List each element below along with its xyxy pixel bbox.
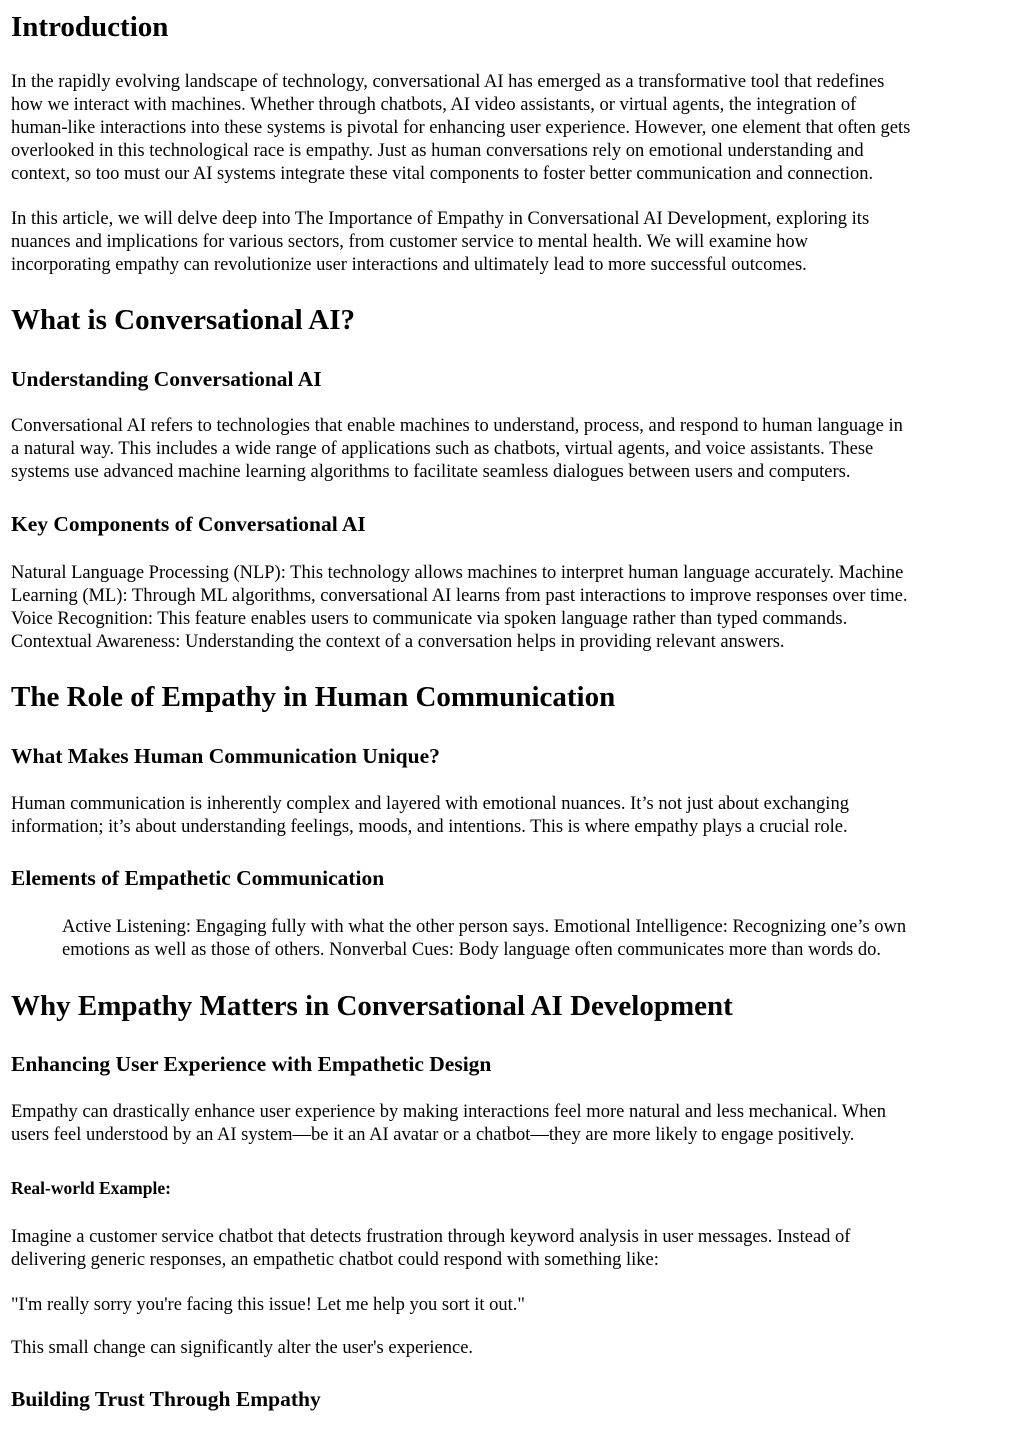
- elements-blockquote: [62, 916, 906, 962]
- text-line: In this article, we will delve deep into The Importance of Empathy in Conversational AI Development, exploring its: [11, 209, 870, 229]
- text-line: information; it’s about understanding feelings, moods, and intentions. This is where empathy plays a crucial role.: [11, 817, 848, 837]
- subheading-elements-of-empathetic-communication: Elements of Empathetic Communication: [11, 866, 385, 890]
- text-line: Voice Recognition: This feature enables users to communicate via spoken language rather than typed commands.: [11, 609, 848, 629]
- enhancing-paragraph: [11, 1101, 886, 1147]
- subheading-enhancing-user-experience: Enhancing User Experience with Empathetic Design: [11, 1052, 492, 1076]
- text-line: delivering generic responses, an empathetic chatbot could respond with something like:: [11, 1250, 659, 1270]
- text-line: Imagine a customer service chatbot that detects frustration through keyword analysis in user messages. Instead of: [11, 1227, 851, 1247]
- subheading-understanding-conversational-ai: Understanding Conversational AI: [11, 367, 322, 391]
- text-line: Contextual Awareness: Understanding the context of a conversation helps in providing relevant answers.: [11, 632, 785, 652]
- text-line: incorporating empathy can revolutionize user interactions and ultimately lead to more successful outcomes.: [11, 255, 807, 275]
- heading-why-empathy-matters: Why Empathy Matters in Conversational AI Development: [11, 990, 733, 1022]
- subheading-real-world-example: Real-world Example:: [11, 1178, 171, 1198]
- key-components-paragraph: [11, 562, 908, 654]
- heading-introduction: Introduction: [11, 11, 169, 43]
- text-line: Conversational AI refers to technologies that enable machines to understand, process, and respond to human language in: [11, 416, 903, 436]
- text-line: nuances and implications for various sectors, from customer service to mental health. We will examine how: [11, 232, 809, 252]
- text-line: users feel understood by an AI system—be it an AI avatar or a chatbot—they are more likely to engage positively.: [11, 1125, 855, 1145]
- text-line: Empathy can drastically enhance user experience by making interactions feel more natural and less mechanical. When: [11, 1102, 886, 1122]
- text-line: Active Listening: Engaging fully with what the other person says. Emotional Intelligence: Recognizing one’s own: [62, 917, 907, 937]
- example-closing: [11, 1337, 473, 1360]
- text-line: systems use advanced machine learning algorithms to facilitate seamless dialogues between users and computers.: [11, 462, 851, 482]
- text-line: Learning (ML): Through ML algorithms, conversational AI learns from past interactions to improve responses over time.: [11, 586, 908, 606]
- text-line: emotions as well as those of others. Nonverbal Cues: Body language often communicates more than words do.: [62, 940, 881, 960]
- text-line: human-like interactions into these systems is pivotal for enhancing user experience. However, one element that often gets: [11, 118, 911, 138]
- text-line: Human communication is inherently complex and layered with emotional nuances. It’s not just about exchanging: [11, 794, 849, 814]
- text-line: overlooked in this technological race is empathy. Just as human conversations rely on emotional understanding and: [11, 141, 864, 161]
- intro-paragraph-2: [11, 208, 869, 277]
- text-line: a natural way. This includes a wide range of applications such as chatbots, virtual agents, and voice assistants. These: [11, 439, 874, 459]
- text-line: In the rapidly evolving landscape of technology, conversational AI has emerged as a transformative tool that redefines: [11, 72, 885, 92]
- heading-role-of-empathy: The Role of Empathy in Human Communication: [11, 681, 616, 713]
- subheading-key-components: Key Components of Conversational AI: [11, 512, 366, 536]
- human-communication-paragraph: [11, 793, 849, 839]
- quote-text: "I'm really sorry you're facing this issue! Let me help you sort it out.": [11, 1295, 525, 1315]
- example-paragraph: [11, 1226, 850, 1272]
- subheading-building-trust: Building Trust Through Empathy: [11, 1387, 321, 1411]
- heading-what-is-conversational-ai: What is Conversational AI?: [11, 304, 356, 336]
- understanding-paragraph: [11, 415, 903, 484]
- closing-text: This small change can significantly alter the user's experience.: [11, 1338, 474, 1358]
- subheading-human-communication-unique: What Makes Human Communication Unique?: [11, 744, 440, 768]
- intro-paragraph-1: [11, 71, 910, 186]
- text-line: how we interact with machines. Whether through chatbots, AI video assistants, or virtual agents, the integration of: [11, 95, 857, 115]
- example-quote: [11, 1294, 525, 1317]
- text-line: Natural Language Processing (NLP): This technology allows machines to interpret human language accurately. Machine: [11, 563, 904, 583]
- text-line: context, so too must our AI systems integrate these vital components to foster better communication and connection.: [11, 164, 874, 184]
